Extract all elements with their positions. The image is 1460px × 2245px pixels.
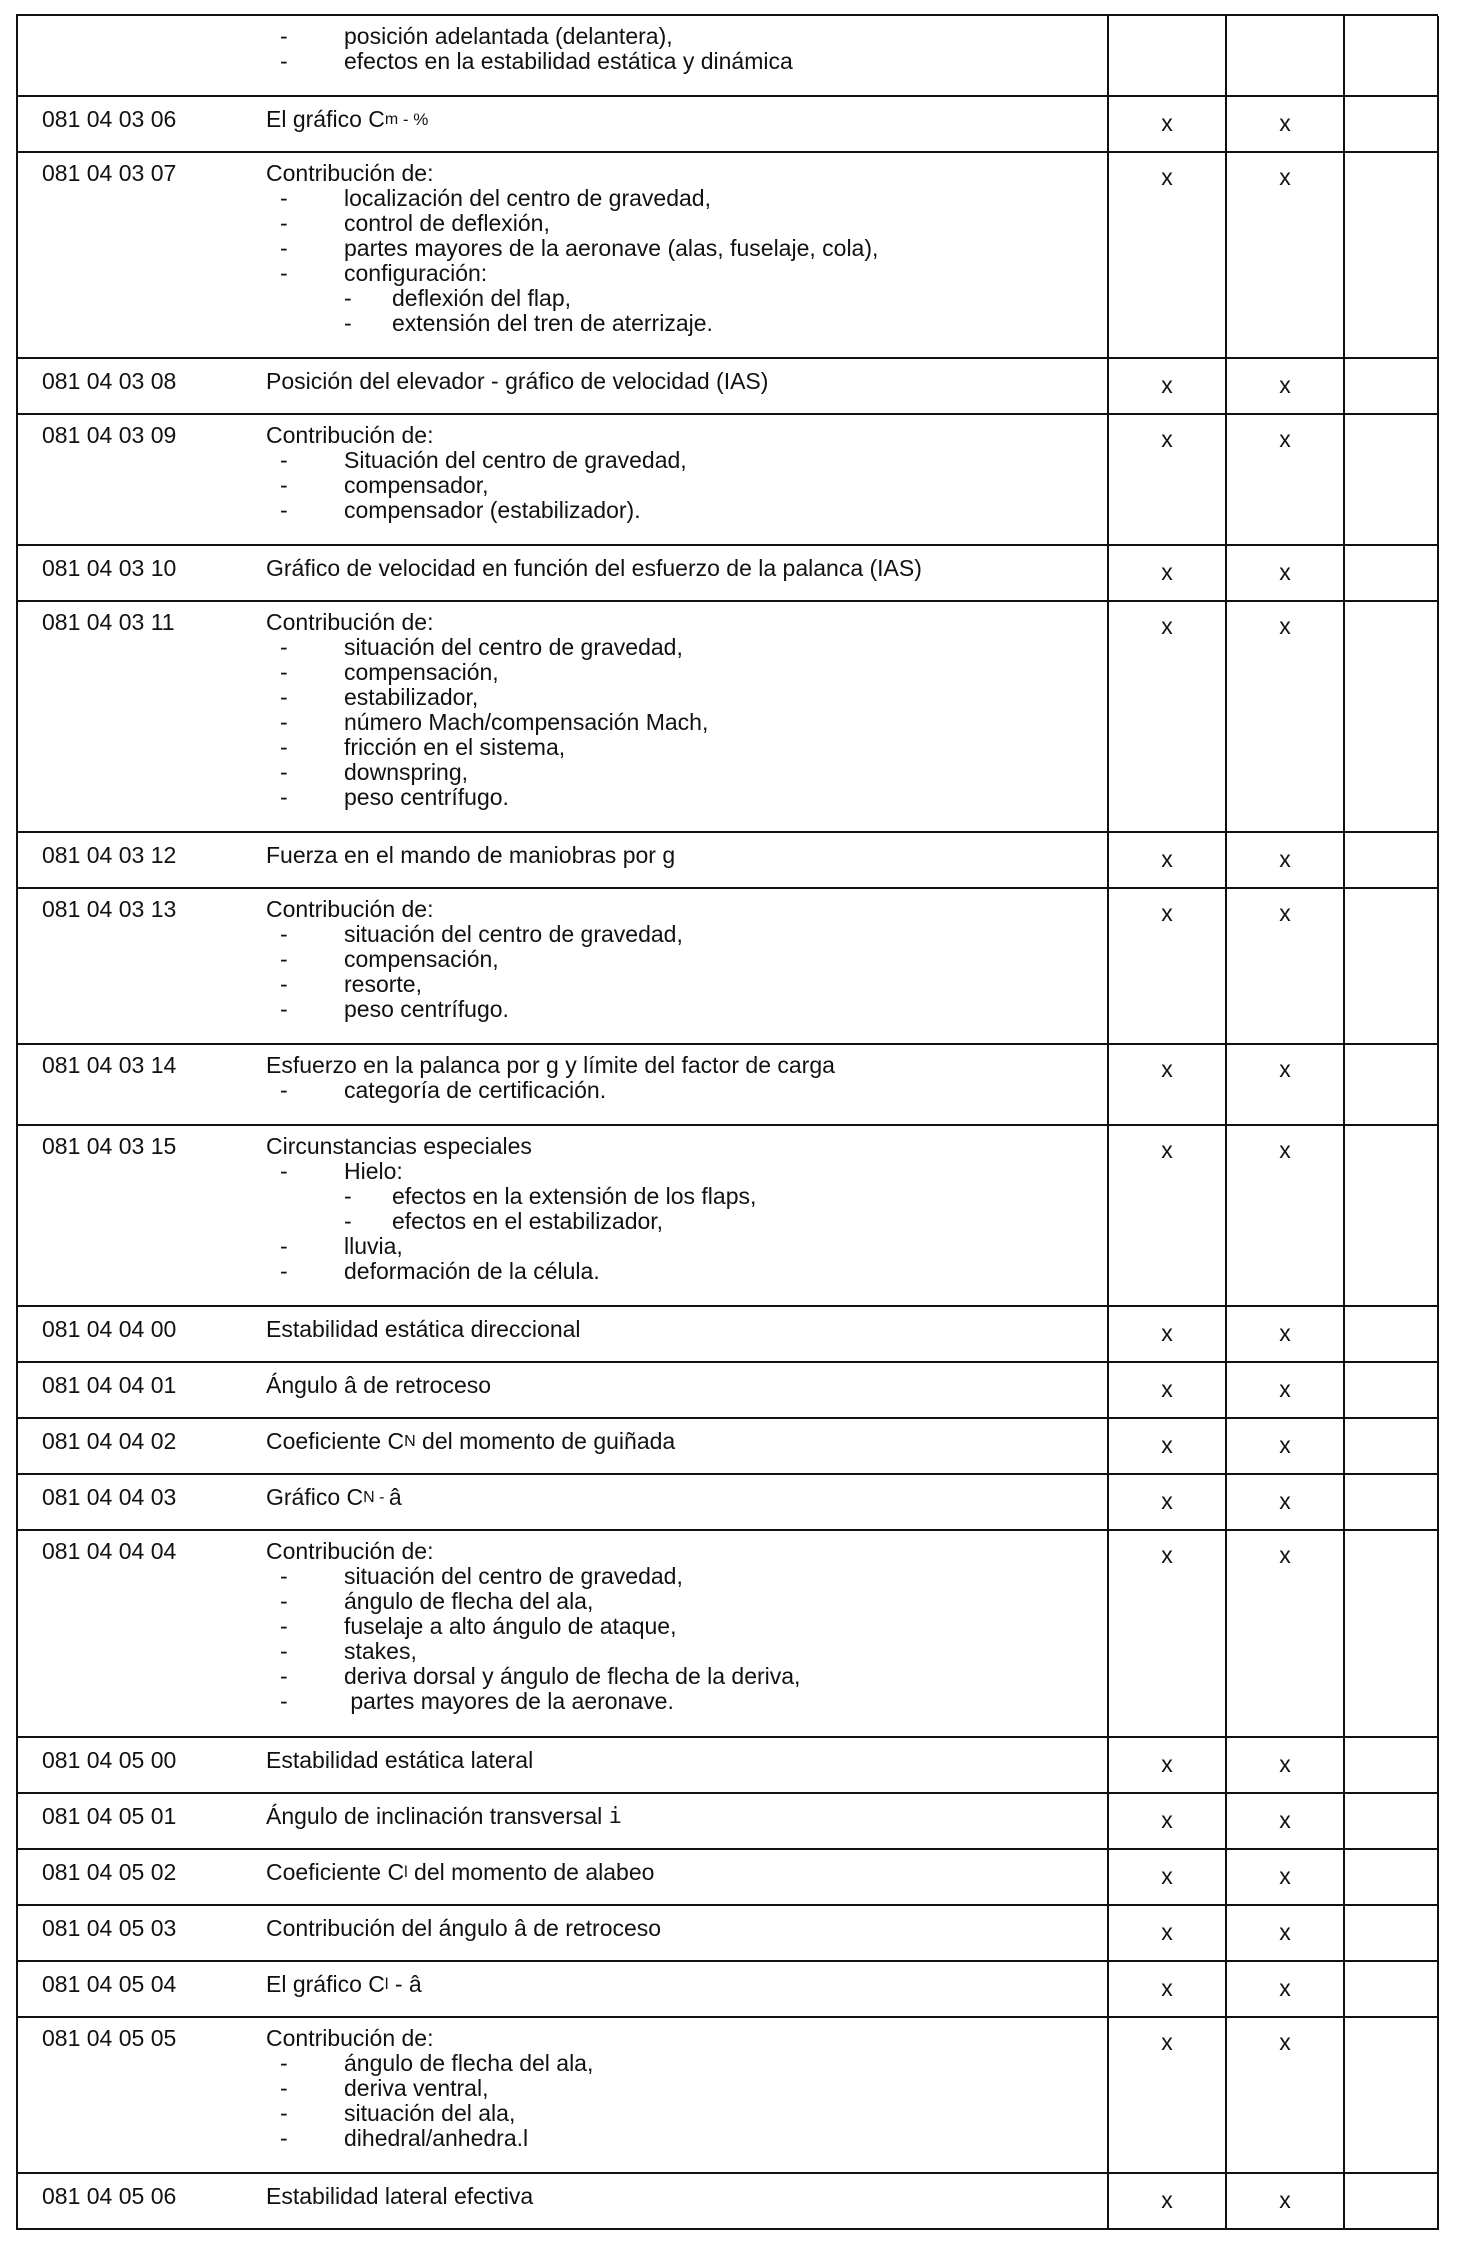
item-title <box>266 1972 1097 1997</box>
item-code: 081 04 04 00 <box>18 1306 258 1362</box>
item-title: Contribución de: <box>266 2024 434 2051</box>
bullet-item <box>266 211 1097 236</box>
table-row <box>18 601 1438 832</box>
bullet-dash: - <box>280 2099 288 2126</box>
item-title-subscript: N - <box>363 1489 389 1507</box>
table-row <box>18 414 1438 545</box>
mark-column-a: x <box>1108 1044 1226 1125</box>
table-row <box>18 1125 1438 1306</box>
bullet-text: stakes, <box>344 1638 417 1665</box>
bullet-text: situación del centro de gravedad, <box>344 634 683 661</box>
bullet-item <box>266 1259 1097 1284</box>
item-code: 081 04 03 06 <box>18 96 258 152</box>
item-description <box>258 888 1108 1044</box>
bullet-dash: - <box>280 709 288 736</box>
bullet-dash <box>266 1184 344 1209</box>
bullet-dash: - <box>280 946 288 973</box>
bullet-dash: - <box>280 1233 288 1260</box>
item-description <box>258 1474 1108 1530</box>
item-code: 081 04 03 14 <box>18 1044 258 1125</box>
bullet-text: partes mayores de la aeronave (alas, fuselaje, cola), <box>344 235 879 262</box>
table-row <box>18 152 1438 358</box>
bullet-dash: - <box>280 1258 288 1285</box>
bullet-text: control de deflexión, <box>344 210 550 237</box>
mark-column-c <box>1344 1044 1438 1125</box>
item-code: 081 04 03 12 <box>18 832 258 888</box>
item-description <box>258 1849 1108 1905</box>
bullet-item <box>266 735 1097 760</box>
bullet-dash-nested: - <box>344 285 352 312</box>
mark-column-a: x <box>1108 1905 1226 1961</box>
syllabus-table <box>18 16 1439 2230</box>
bullet-item <box>266 660 1097 685</box>
mark-column-b: x <box>1226 832 1344 888</box>
bullet-dash: - <box>280 235 288 262</box>
item-title-subscript: N <box>404 1433 416 1451</box>
bullet-dash-nested: - <box>344 1183 352 1210</box>
bullet-text: compensación, <box>344 946 499 973</box>
mark-column-c <box>1344 1737 1438 1793</box>
bullet-text: partes mayores de la aeronave. <box>344 1688 674 1715</box>
bullet-text: extensión del tren de aterrizaje. <box>392 310 713 337</box>
bullet-dash: - <box>280 1588 288 1615</box>
mark-column-b: x <box>1226 1530 1344 1736</box>
bullet-item <box>266 2076 1097 2101</box>
bullet-item <box>266 685 1097 710</box>
bullet-dash: - <box>280 996 288 1023</box>
bullet-dash: - <box>280 759 288 786</box>
bullet-item <box>266 498 1097 523</box>
sub-bullet-item <box>266 286 1097 311</box>
mark-column-b: x <box>1226 1044 1344 1125</box>
item-title-text-end: del momento de alabeo <box>407 1858 655 1885</box>
bullet-text: situación del ala, <box>344 2099 516 2126</box>
mark-column-a: x <box>1108 1362 1226 1418</box>
bullet-text: fricción en el sistema, <box>344 734 566 761</box>
bullet-text: lluvia, <box>344 1233 403 1260</box>
item-description <box>258 1793 1108 1849</box>
item-title: Estabilidad estática direccional <box>266 1316 581 1343</box>
item-description <box>258 832 1108 888</box>
item-title-text-end: â <box>388 1484 402 1511</box>
bullet-dash: - <box>280 2074 288 2101</box>
bullet-dash: - <box>280 260 288 287</box>
bullet-text: efectos en la extensión de los flaps, <box>392 1183 757 1210</box>
bullet-item <box>266 49 1097 74</box>
mark-column-b <box>1226 16 1344 96</box>
mark-column-c <box>1344 96 1438 152</box>
item-title: Esfuerzo en la palanca por g y límite del factor de carga <box>266 1052 835 1079</box>
bullet-text: situación del centro de gravedad, <box>344 921 683 948</box>
table-row <box>18 1474 1438 1530</box>
bullet-item <box>266 947 1097 972</box>
item-code: 081 04 03 11 <box>18 601 258 832</box>
item-title: Estabilidad estática lateral <box>266 1746 534 1773</box>
bullet-dash: - <box>280 1613 288 1640</box>
item-description <box>258 2173 1108 2229</box>
bullet-text: estabilizador, <box>344 684 479 711</box>
bullet-item <box>266 261 1097 286</box>
mark-column-a <box>1108 16 1226 96</box>
mark-column-a: x <box>1108 96 1226 152</box>
bullet-item <box>266 448 1097 473</box>
bullet-item <box>266 972 1097 997</box>
mark-column-b: x <box>1226 2173 1344 2229</box>
item-code: 081 04 03 10 <box>18 545 258 601</box>
bullet-text: posición adelantada (delantera), <box>344 23 673 49</box>
item-title-text: El gráfico C <box>266 1970 385 1997</box>
mark-column-b: x <box>1226 152 1344 358</box>
item-title-text: Gráfico C <box>266 1484 364 1511</box>
item-title-subscript: m <box>384 111 399 129</box>
item-description <box>258 601 1108 832</box>
bullet-text: efectos en el estabilizador, <box>392 1208 664 1235</box>
syllabus-table-body <box>18 16 1438 2229</box>
mark-column-a: x <box>1108 152 1226 358</box>
bullet-dash <box>266 311 344 336</box>
bullet-dash: - <box>280 634 288 661</box>
mark-column-c <box>1344 1793 1438 1849</box>
mark-column-b: x <box>1226 1905 1344 1961</box>
item-title-text-end: i <box>608 1803 622 1829</box>
bullet-text: Hielo: <box>344 1158 403 1185</box>
item-title-text-end: - % <box>398 110 429 130</box>
bullet-dash-nested: - <box>344 310 352 337</box>
item-description <box>258 1530 1108 1736</box>
mark-column-b: x <box>1226 358 1344 414</box>
bullet-dash: - <box>280 2049 288 2076</box>
mark-column-c <box>1344 1474 1438 1530</box>
table-row <box>18 16 1438 96</box>
bullet-text: configuración: <box>344 260 488 287</box>
mark-column-c <box>1344 16 1438 96</box>
item-title: Circunstancias especiales <box>266 1133 532 1160</box>
mark-column-a: x <box>1108 2173 1226 2229</box>
bullet-item <box>266 1234 1097 1259</box>
mark-column-c <box>1344 2017 1438 2173</box>
mark-column-b: x <box>1226 1849 1344 1905</box>
item-code: 081 04 03 08 <box>18 358 258 414</box>
bullet-dash: - <box>280 497 288 524</box>
item-code: 081 04 04 01 <box>18 1362 258 1418</box>
item-description <box>258 1044 1108 1125</box>
item-code: 081 04 05 05 <box>18 2017 258 2173</box>
bullet-text: categoría de certificación. <box>344 1077 607 1104</box>
mark-column-c <box>1344 358 1438 414</box>
item-code: 081 04 03 13 <box>18 888 258 1044</box>
item-code: 081 04 03 15 <box>18 1125 258 1306</box>
bullet-item <box>266 760 1097 785</box>
bullet-dash: - <box>280 1563 288 1590</box>
item-description <box>258 1961 1108 2017</box>
mark-column-a: x <box>1108 1306 1226 1362</box>
item-description <box>258 545 1108 601</box>
item-title: Fuerza en el mando de maniobras por g <box>266 842 676 869</box>
bullet-item <box>266 236 1097 261</box>
bullet-item <box>266 1664 1097 1689</box>
item-title: Contribución de: <box>266 422 434 449</box>
mark-column-a: x <box>1108 2017 1226 2173</box>
bullet-item <box>266 997 1097 1022</box>
item-description <box>258 96 1108 152</box>
table-row <box>18 888 1438 1044</box>
mark-column-a: x <box>1108 888 1226 1044</box>
mark-column-c <box>1344 1362 1438 1418</box>
bullet-dash: - <box>280 784 288 811</box>
item-description <box>258 1737 1108 1793</box>
table-row <box>18 1793 1438 1849</box>
item-title <box>266 1804 1097 1829</box>
mark-column-a: x <box>1108 1530 1226 1736</box>
mark-column-c <box>1344 414 1438 545</box>
item-description <box>258 1306 1108 1362</box>
mark-column-c <box>1344 2173 1438 2229</box>
bullet-item <box>266 1564 1097 1589</box>
item-code: 081 04 05 04 <box>18 1961 258 2017</box>
bullet-item <box>266 1078 1097 1103</box>
mark-column-a: x <box>1108 1125 1226 1306</box>
mark-column-b: x <box>1226 1793 1344 1849</box>
table-row <box>18 545 1438 601</box>
item-description <box>258 1362 1108 1418</box>
table-row <box>18 1044 1438 1125</box>
bullet-item <box>266 473 1097 498</box>
bullet-text: compensación, <box>344 659 499 686</box>
item-title <box>266 1485 1097 1510</box>
bullet-item <box>266 1689 1097 1714</box>
item-description <box>258 1905 1108 1961</box>
item-title-text: El gráfico C <box>266 106 385 133</box>
mark-column-c <box>1344 888 1438 1044</box>
bullet-text: downspring, <box>344 759 469 786</box>
syllabus-table-sheet <box>16 14 1438 2230</box>
mark-column-b: x <box>1226 1961 1344 2017</box>
item-title: Posición del elevador - gráfico de velocidad (IAS) <box>266 368 769 395</box>
bullet-item <box>266 710 1097 735</box>
mark-column-c <box>1344 601 1438 832</box>
bullet-dash: - <box>280 447 288 474</box>
mark-column-b: x <box>1226 1737 1344 1793</box>
bullet-text: resorte, <box>344 971 422 998</box>
sub-bullet-item <box>266 1209 1097 1234</box>
mark-column-b: x <box>1226 1474 1344 1530</box>
table-row <box>18 1737 1438 1793</box>
bullet-item <box>266 24 1097 49</box>
bullet-dash: - <box>280 1158 288 1185</box>
item-title: Estabilidad lateral efectiva <box>266 2182 534 2209</box>
table-row <box>18 1849 1438 1905</box>
bullet-dash <box>266 1209 344 1234</box>
item-title <box>266 107 1097 132</box>
item-title: Contribución de: <box>266 609 434 636</box>
mark-column-b: x <box>1226 96 1344 152</box>
mark-column-b: x <box>1226 1418 1344 1474</box>
table-row <box>18 96 1438 152</box>
table-row <box>18 1530 1438 1736</box>
mark-column-b: x <box>1226 888 1344 1044</box>
bullet-item <box>266 1589 1097 1614</box>
mark-column-c <box>1344 1961 1438 2017</box>
item-title <box>266 1860 1097 1885</box>
item-title: Contribución de: <box>266 160 434 187</box>
table-row <box>18 2173 1438 2229</box>
bullet-text: efectos en la estabilidad estática y dinámica <box>344 48 793 74</box>
item-title: Gráfico de velocidad en función del esfuerzo de la palanca (IAS) <box>266 555 922 582</box>
item-code: 081 04 05 00 <box>18 1737 258 1793</box>
bullet-item <box>266 635 1097 660</box>
mark-column-b: x <box>1226 1125 1344 1306</box>
item-code: 081 04 05 02 <box>18 1849 258 1905</box>
bullet-text: deflexión del flap, <box>392 285 572 312</box>
bullet-text: peso centrífugo. <box>344 996 509 1023</box>
item-title-subscript: l <box>404 1863 408 1881</box>
mark-column-c <box>1344 1530 1438 1736</box>
item-title: Ángulo â de retroceso <box>266 1372 492 1399</box>
bullet-item <box>266 2101 1097 2126</box>
bullet-dash: - <box>280 185 288 212</box>
item-title-text: Coeficiente C <box>266 1858 405 1885</box>
item-code: 081 04 05 03 <box>18 1905 258 1961</box>
bullet-dash: - <box>280 48 288 74</box>
mark-column-b: x <box>1226 601 1344 832</box>
item-code: 081 04 03 09 <box>18 414 258 545</box>
item-code: 081 04 04 02 <box>18 1418 258 1474</box>
bullet-item <box>266 1639 1097 1664</box>
item-title: Contribución del ángulo â de retroceso <box>266 1914 662 1941</box>
bullet-dash: - <box>280 684 288 711</box>
mark-column-b: x <box>1226 1362 1344 1418</box>
bullet-dash <box>266 286 344 311</box>
item-code: 081 04 04 04 <box>18 1530 258 1736</box>
mark-column-c <box>1344 1905 1438 1961</box>
bullet-dash: - <box>280 971 288 998</box>
bullet-text: compensador, <box>344 472 489 499</box>
bullet-text: deformación de la célula. <box>344 1258 600 1285</box>
mark-column-a: x <box>1108 1849 1226 1905</box>
bullet-dash: - <box>280 1688 288 1715</box>
mark-column-a: x <box>1108 358 1226 414</box>
mark-column-c <box>1344 545 1438 601</box>
item-description <box>258 2017 1108 2173</box>
mark-column-c <box>1344 832 1438 888</box>
bullet-text: ángulo de flecha del ala, <box>344 1588 594 1615</box>
mark-column-a: x <box>1108 601 1226 832</box>
item-title-text-end: del momento de guiñada <box>415 1428 676 1455</box>
table-row <box>18 1418 1438 1474</box>
item-description <box>258 414 1108 545</box>
bullet-text: localización del centro de gravedad, <box>344 185 711 212</box>
table-row <box>18 1306 1438 1362</box>
item-title: Contribución de: <box>266 896 434 923</box>
bullet-text: compensador (estabilizador). <box>344 497 641 524</box>
item-title-subscript: l <box>384 1975 389 1993</box>
bullet-item <box>266 922 1097 947</box>
bullet-dash: - <box>280 472 288 499</box>
bullet-text: Situación del centro de gravedad, <box>344 447 687 474</box>
mark-column-a: x <box>1108 1961 1226 2017</box>
bullet-dash: - <box>280 659 288 686</box>
bullet-text: deriva dorsal y ángulo de flecha de la deriva, <box>344 1663 801 1690</box>
item-code <box>18 16 258 96</box>
bullet-item <box>266 1614 1097 1639</box>
item-code: 081 04 03 07 <box>18 152 258 358</box>
bullet-dash: - <box>280 210 288 237</box>
mark-column-c <box>1344 1125 1438 1306</box>
item-title-text: Coeficiente C <box>266 1428 405 1455</box>
bullet-item <box>266 785 1097 810</box>
table-row <box>18 2017 1438 2173</box>
bullet-dash: - <box>280 23 288 49</box>
bullet-item <box>266 2126 1097 2151</box>
bullet-item <box>266 2051 1097 2076</box>
bullet-dash-nested: - <box>344 1208 352 1235</box>
table-row <box>18 358 1438 414</box>
bullet-dash: - <box>280 734 288 761</box>
mark-column-c <box>1344 152 1438 358</box>
mark-column-a: x <box>1108 1474 1226 1530</box>
item-description <box>258 152 1108 358</box>
mark-column-a: x <box>1108 414 1226 545</box>
mark-column-a: x <box>1108 1737 1226 1793</box>
mark-column-a: x <box>1108 1793 1226 1849</box>
bullet-text: fuselaje a alto ángulo de ataque, <box>344 1613 677 1640</box>
bullet-dash: - <box>280 1077 288 1104</box>
mark-column-a: x <box>1108 1418 1226 1474</box>
item-title-text-end: - â <box>388 1970 422 1997</box>
item-code: 081 04 04 03 <box>18 1474 258 1530</box>
mark-column-b: x <box>1226 545 1344 601</box>
bullet-dash: - <box>280 921 288 948</box>
bullet-item <box>266 1159 1097 1184</box>
mark-column-b: x <box>1226 2017 1344 2173</box>
item-title <box>266 1429 1097 1454</box>
bullet-dash: - <box>280 1638 288 1665</box>
mark-column-c <box>1344 1418 1438 1474</box>
mark-column-b: x <box>1226 414 1344 545</box>
bullet-text: situación del centro de gravedad, <box>344 1563 683 1590</box>
bullet-text: ángulo de flecha del ala, <box>344 2049 594 2076</box>
bullet-text: deriva ventral, <box>344 2074 489 2101</box>
bullet-text: peso centrífugo. <box>344 784 509 811</box>
item-title-text: Ángulo de inclinación transversal <box>266 1802 609 1829</box>
item-description <box>258 1125 1108 1306</box>
mark-column-c <box>1344 1849 1438 1905</box>
item-description <box>258 16 1108 96</box>
mark-column-b: x <box>1226 1306 1344 1362</box>
bullet-text: dihedral/anhedra.l <box>344 2124 529 2151</box>
bullet-item <box>266 186 1097 211</box>
sub-bullet-item <box>266 1184 1097 1209</box>
mark-column-a: x <box>1108 832 1226 888</box>
mark-column-a: x <box>1108 545 1226 601</box>
sub-bullet-item <box>266 311 1097 336</box>
bullet-text: número Mach/compensación Mach, <box>344 709 709 736</box>
table-row <box>18 832 1438 888</box>
item-description <box>258 1418 1108 1474</box>
item-description <box>258 358 1108 414</box>
item-title: Contribución de: <box>266 1538 434 1565</box>
table-row <box>18 1905 1438 1961</box>
bullet-dash: - <box>280 1663 288 1690</box>
item-code: 081 04 05 01 <box>18 1793 258 1849</box>
mark-column-c <box>1344 1306 1438 1362</box>
item-code: 081 04 05 06 <box>18 2173 258 2229</box>
bullet-dash: - <box>280 2124 288 2151</box>
table-row <box>18 1961 1438 2017</box>
table-row <box>18 1362 1438 1418</box>
